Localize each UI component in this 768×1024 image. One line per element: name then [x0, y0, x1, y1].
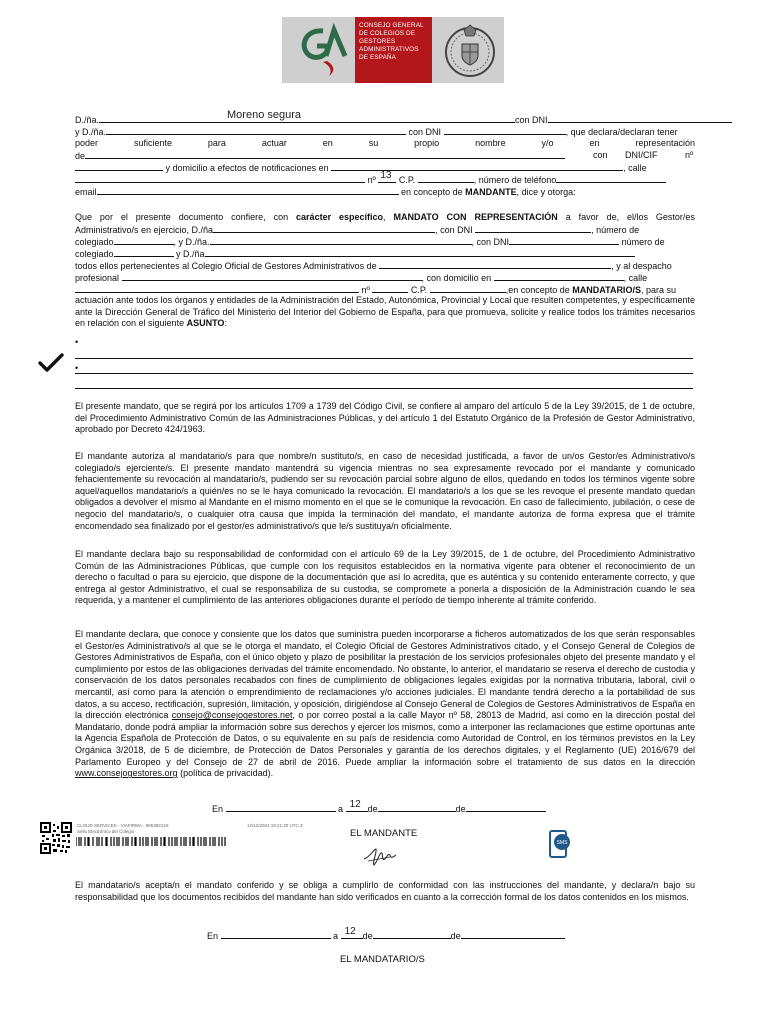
agent3-name-field[interactable] [205, 247, 635, 257]
mandante-label: EL MANDANTE [350, 828, 418, 839]
represented-name-field[interactable] [85, 149, 565, 159]
office-address-line: nº C.P. ,en concepto de MANDATARIO/S, para su [75, 283, 676, 296]
declaration-paragraph: El mandante declara bajo su responsabilidad de conformidad con el artículo 69 de la Ley 39/2015, de 1 de octubre, del Procedimiento Administrativo Común de las Administraciones Públicas, que cumple con los requisitos establecidos en la normativa vigente para obtener el reconocimiento de un derecho o facultad o para su ejercicio, que dispone de la documentación que así lo acredita, que es auténtica y su contenido enteramente correcto, y que entrega al gestor Administrativo, el cual se responsabiliza de su custodia, se compromete a ponerla a disposición de la Administración cuando le sea requerida, y a mantener el cumplimiento de las anteriores obligaciones durante el período de tiempo inherente al trámite conferido. [75, 549, 695, 606]
mandatario-year-field[interactable] [461, 929, 565, 939]
mandante-place-field[interactable] [226, 802, 336, 812]
mandatario-date-line: En a 12 de de [207, 929, 565, 942]
college-field[interactable] [379, 259, 611, 269]
svg-text:SMS: SMS [556, 840, 568, 846]
ga-logo-icon [293, 22, 348, 78]
asunto-field-2[interactable] [75, 373, 693, 374]
mandate-intro: Que por el presente documento confiere, con carácter específico, MANDATO CON REPRESENTACIÓN a favor de, el/los Gestor/es [75, 212, 695, 222]
agent2-name-field[interactable] [210, 235, 472, 245]
consejo-web-link[interactable]: www.consejogestores.org [75, 768, 178, 779]
mandante-date-line: En a 12 de de [212, 802, 546, 815]
office-address-field[interactable] [494, 271, 624, 281]
actuation-paragraph: actuación ante todos los órganos y entidades de la Administración del Estado, Autonómica, Provincial y Local que resulten competentes, y específicamente ante la Dirección General de Tráfico del Ministerio del Interior del Gobierno de España, para que promueva, solicite y realice todos los trámites necesarios en relación con el siguiente ASUNTO: [75, 295, 695, 329]
agent-line-2: colegiado , y D./ña. , con DNI número de [75, 237, 665, 247]
asunto-field-3[interactable] [75, 388, 693, 389]
asunto-field-1[interactable] [75, 358, 693, 359]
agent2-dni-field[interactable] [509, 235, 619, 245]
email-line: email en concepto de MANDANTE, dice y otorga: [75, 187, 576, 197]
college-line: todos ellos pertenecientes al Colegio Oficial de Gestores Administrativos de , y al despacho [75, 261, 672, 271]
agent1-colegiado-field[interactable] [114, 235, 174, 245]
power-line: poder suficiente para actuar en su propio nombre y/o en representación [75, 138, 695, 148]
domicile-line: y domicilio a efectos de notificaciones en , calle [75, 161, 647, 174]
mandatario-place-field[interactable] [221, 929, 331, 939]
mandatario-month-field[interactable] [373, 929, 451, 939]
mandante-day-field[interactable]: 12 [346, 802, 368, 812]
agent-line-3: colegiado y D./ña [75, 247, 635, 260]
coat-of-arms-seal-icon [440, 20, 500, 80]
second-mandante-dni-field[interactable] [444, 125, 566, 135]
office-number-field[interactable] [372, 283, 408, 293]
handwritten-signature-icon [360, 843, 400, 868]
postal-code-field[interactable] [418, 173, 474, 183]
substitution-paragraph: El mandante autoriza al mandatario/s para que nombre/n sustituto/s, en caso de necesidad justificada, a favor de un/os Gestor/es Administrativo/s colegiado/s ejerciente/s. El presente mandato mantendrá su vigencia mientras no sea expresamente revocado por el mandante y comunicado fehacientemente su revocación al mandatario/s, pudiendo ser su revocación parcial sobre alguno de ellos, quedando en todos los términos vigente sobre aquel/aquellos mandatario/s a quién/es no se le haya comunicado la revocación. El mandatario/s a los que se les revoque el presente mandato quedan obligados a devolver el mismo al Mandante en el mismo momento en el que se le comunique la revocación. En caso de fallecimiento, jubilación, o cese de negocio del mandatario/s, o cualquier otra causa que impida la terminación del mandato, el mandante autoriza de forma expresa que el trámite encomendado sea finalizado por el gestor/es administrativo/s que le/s sustituya/n oficialmente. [75, 451, 695, 531]
agent-line-1: Administrativo/s en ejercicio, D./ña , con DNI , número de [75, 225, 640, 235]
second-mandante-name-field[interactable] [106, 125, 406, 135]
acceptance-paragraph: El mandatario/s acepta/n el mandato conferido y se obliga a cumplirlo de conformidad con las instrucciones del mandante, y declara/n bajo su responsabilidad que los documentos recibidos del mandante han sido verificados en cuanto a la corrección formal de los datos contenidos en los mismos. [75, 880, 695, 902]
mandante-year-field[interactable] [466, 802, 546, 812]
address-line: nº 13 C.P. , número de teléfono [75, 173, 666, 186]
mandatario-day-field[interactable]: 12 [341, 929, 363, 939]
agent2-colegiado-field[interactable] [114, 247, 174, 257]
stamp-line-1: CLOUD SERVICES - VIAFIRMA - 99539212X [77, 823, 169, 828]
data-protection-paragraph: El mandante declara, que conoce y consiente que los datos que suministra pueden incorporarse a ficheros automatizados de los que serán responsables el Gestor/es Administrativo/s al que se le otorga el mandato, el Colegio Oficial de Gestores Administrativos citado, y el Consejo General de Colegios de Gestores Administrativos de España, con el único objeto y plazo de posibilitar la prestación de los servicios profesionales objeto del presente mandato y el cumplimiento por estos de las obligaciones derivadas del trámite encomendado. No obstante, lo anterior, el mandatario se reserva el derecho de custodia y conservación de los datos personales recabados con fines de cumplimiento de obligaciones legales exigidas por la normativa tributaria, laboral, civil o mercantil, así como para la atención o emprendimiento de reclamaciones y/o acciones judiciales. El mandante tendrá derecho a la portabilidad de sus datos, a su acceso, rectificación, supresión, limitación, y oposición, dirigiéndose al Consejo General de Colegios de Gestores Administrativos de España en la dirección electrónica consejo@consejogestores.net, o por correo postal a la calle Mayor nº 58, 28013 de Madrid, así como en la dirección postal del Mandatario, donde podrá ampliar la información sobre sus derechos y ejercer los mismos, como a interponer las reclamaciones que estime oportunas ante la Agencia Española de Protección de Datos, o su equivalente en su país de residencia como Autoridad de Control, en los términos previstos en la Ley Orgánica 3/2018, de 5 de diciembre, de Protección de Datos Personales y garantía de los derechos digitales, y el Reglamento (UE) 2016/679 del Parlamento Europeo y del Consejo de 27 de abril de 2016. Puede ampliar la información sobre el tratamiento de sus datos en la dirección www.consejogestores.org (política de privacidad). [75, 629, 696, 779]
stamp-line-3: 12/12/2024 19:21:30 UTC Z [247, 823, 303, 828]
agent1-dni-field[interactable] [475, 223, 591, 233]
represented-line: de con DNI/CIF nº [75, 150, 694, 161]
email-field[interactable] [97, 185, 399, 195]
mandante-dni-field[interactable] [548, 113, 732, 123]
asunto-bullet-1: • [75, 337, 79, 347]
stamp-line-2: Sello Electrónico del Colegio [77, 829, 135, 834]
office-street-field[interactable] [75, 283, 359, 293]
office-field[interactable] [122, 271, 422, 281]
phone-field[interactable] [556, 173, 666, 183]
logo-text: CONSEJO GENERAL DE COLEGIOS DE GESTORES ADMINISTRATIVOS DE ESPAÑA [355, 17, 432, 83]
sms-phone-icon [548, 830, 572, 858]
mandante-name-line: D./ña. Moreno segura con DNI [75, 113, 732, 126]
consejo-email-link[interactable]: consejo@consejogestores.net [171, 710, 293, 721]
number-field[interactable]: 13 [378, 173, 396, 183]
agent1-name-field[interactable] [213, 223, 435, 233]
mandante-name-field[interactable]: Moreno segura [99, 113, 279, 123]
checkmark-icon [38, 352, 64, 374]
office-line: profesional , con domicilio en , calle [75, 273, 648, 283]
barcode-icon [76, 837, 226, 846]
asunto-bullet-2: • [75, 363, 79, 373]
office-cp-field[interactable] [430, 283, 506, 293]
street-field[interactable] [75, 173, 365, 183]
mandatario-label: EL MANDATARIO/S [340, 954, 425, 965]
qr-code-icon [40, 822, 72, 854]
city-field[interactable] [331, 161, 623, 171]
represented-cif-field[interactable] [75, 161, 163, 171]
legal-basis-paragraph: El presente mandato, que se regirá por los artículos 1709 a 1739 del Código Civil, se confiere al amparo del artículo 5 de la Ley 39/2015, de 1 de octubre, del Procedimiento Administrativo Común de las Administraciones Públicas, y del artículo 1 del Estatuto Orgánico de la Profesión de Gestor Administrativo, aprobado por Decreto 424/1963. [75, 401, 695, 435]
second-mandante-line: y D./ña. con DNI , que declara/declaran tener [75, 127, 678, 137]
mandante-month-field[interactable] [378, 802, 456, 812]
